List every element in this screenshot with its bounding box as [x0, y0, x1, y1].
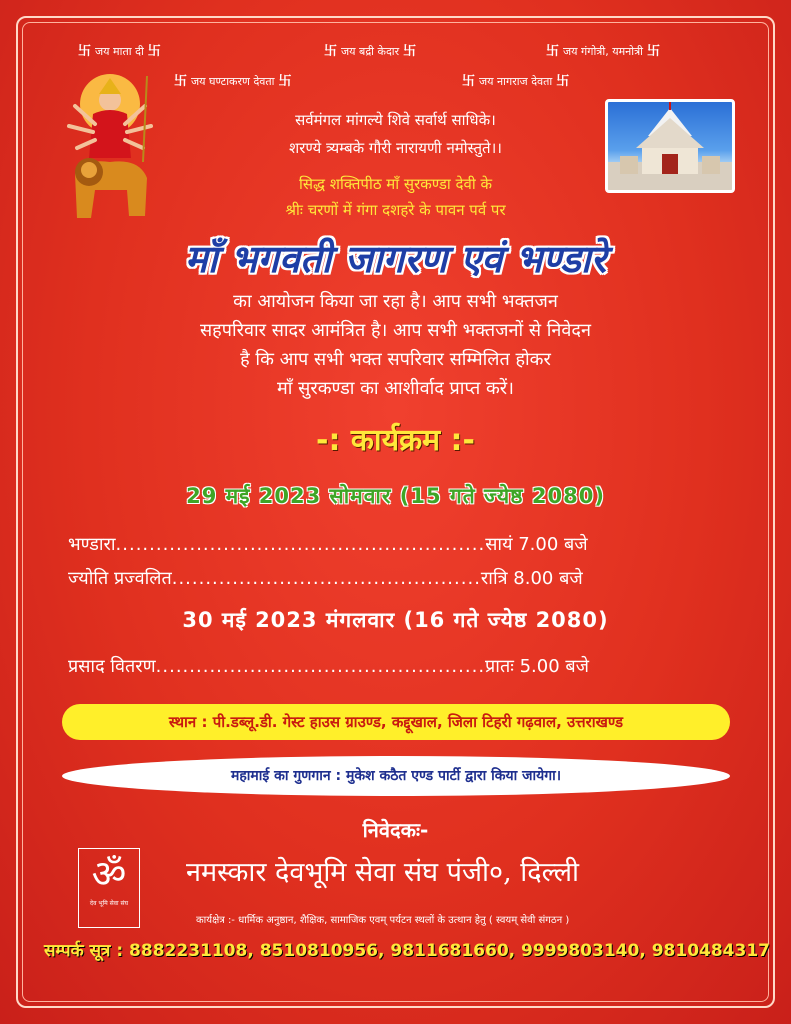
swastika-icon: 卐 [647, 44, 661, 59]
occasion-line-2: श्रीः चरणों में गंगा दशहरे के पावन पर्व पर [285, 201, 506, 219]
karyakshetra-note: कार्यक्षेत्र :- धार्मिक अनुष्ठान, शैक्षिक, सामाजिक एवम् पर्यटन स्थलों के उत्थान हेतु ( स्वयम् सेवी संगठन ) [196, 915, 570, 926]
salutation-text: जय माता दी [95, 45, 144, 58]
salutation-2 [320, 40, 420, 59]
swastika-icon: 卐 [546, 44, 560, 59]
swastika-icon: 卐 [324, 44, 338, 59]
invitation-line-3: है कि आप सभी भक्त सपरिवार सम्मिलित होकर [240, 349, 551, 370]
event-time: प्रातः 5.00 बजे [485, 656, 590, 677]
day2-date: 30 मई 2023 मंगलवार (16 गते ज्येष्ठ 2080) [182, 608, 609, 632]
salutation-text: जय घण्टाकरण देवता [191, 75, 275, 88]
salutation-1 [74, 40, 165, 59]
contact-numbers: सम्पर्क सूत्र : 8882231108, 8510810956, 9811681660, 9999803140, 9810484317 [44, 941, 770, 961]
swastika-icon: 卐 [78, 44, 92, 59]
leader-dots: ................................................. [155, 656, 486, 677]
schedule-row [68, 654, 726, 678]
swastika-icon: 卐 [403, 44, 417, 59]
event-time: सायं 7.00 बजे [485, 534, 588, 555]
shloka-line-2: शरण्ये त्र्यम्बके गौरी नारायणी नमोस्तुते।। [289, 139, 502, 157]
swastika-icon: 卐 [278, 74, 292, 89]
invitation-line-4: माँ सुरकण्डा का आशीर्वाद प्राप्त करें। [277, 378, 514, 399]
salutation-text: जय बद्री केदार [341, 45, 400, 58]
organization-logo [78, 848, 140, 928]
shloka-line-1: सर्वमंगल मांगल्ये शिवे सर्वार्थ साधिके। [295, 111, 496, 129]
event-name: ज्योति प्रज्वलित [68, 568, 172, 589]
nivedak-label: निवेदकः- [362, 818, 429, 842]
venue-banner: स्थान : पी.डब्लू.डी. गेस्ट हाउस ग्राउण्ड, कद्दूखाल, जिला टिहरी गढ़वाल, उत्तराखण्ड [62, 704, 730, 740]
leader-dots: .............................................. [171, 568, 481, 589]
swastika-icon: 卐 [462, 74, 476, 89]
salutation-text: जय नागराज देवता [479, 75, 553, 88]
logo-caption: देव भूमि सेवा संघ [89, 900, 129, 907]
event-time: रात्रि 8.00 बजे [480, 568, 583, 589]
salutation-5 [458, 70, 573, 89]
schedule-row [68, 566, 726, 590]
organization-name: नमस्कार देवभूमि सेवा संघ पंजी०, दिल्ली [186, 857, 580, 888]
leader-dots: ....................................................... [115, 534, 486, 555]
om-icon: ॐ [91, 852, 127, 896]
occasion-line-1: सिद्ध शक्तिपीठ माँ सुरकण्डा देवी के [298, 175, 493, 193]
swastika-icon: 卐 [556, 74, 570, 89]
swastika-icon: 卐 [174, 74, 188, 89]
invitation-line-2: सहपरिवार सादर आमंत्रित है। आप सभी भक्तजनों से निवेदन [200, 320, 591, 341]
salutation-4 [170, 70, 296, 89]
invitation-line-1: का आयोजन किया जा रहा है। आप सभी भक्तजन [233, 291, 558, 312]
day1-date: 29 मई 2023 सोमवार (15 गते ज्येष्ठ 2080) [186, 484, 605, 508]
schedule-row [68, 532, 726, 556]
event-title: माँ भगवती जागरण एवं भण्डारे [184, 237, 607, 281]
salutation-text: जय गंगोत्री, यमनोत्री [563, 45, 644, 58]
event-name: भण्डारा [68, 534, 116, 555]
salutation-3 [542, 40, 664, 59]
event-name: प्रसाद वितरण [68, 656, 156, 677]
swastika-icon: 卐 [147, 44, 161, 59]
program-heading: -: कार्यक्रम :- [316, 423, 475, 458]
singer-banner: महामाई का गुणगान : मुकेश कठैत एण्ड पार्टी द्वारा किया जायेगा। [62, 756, 730, 796]
